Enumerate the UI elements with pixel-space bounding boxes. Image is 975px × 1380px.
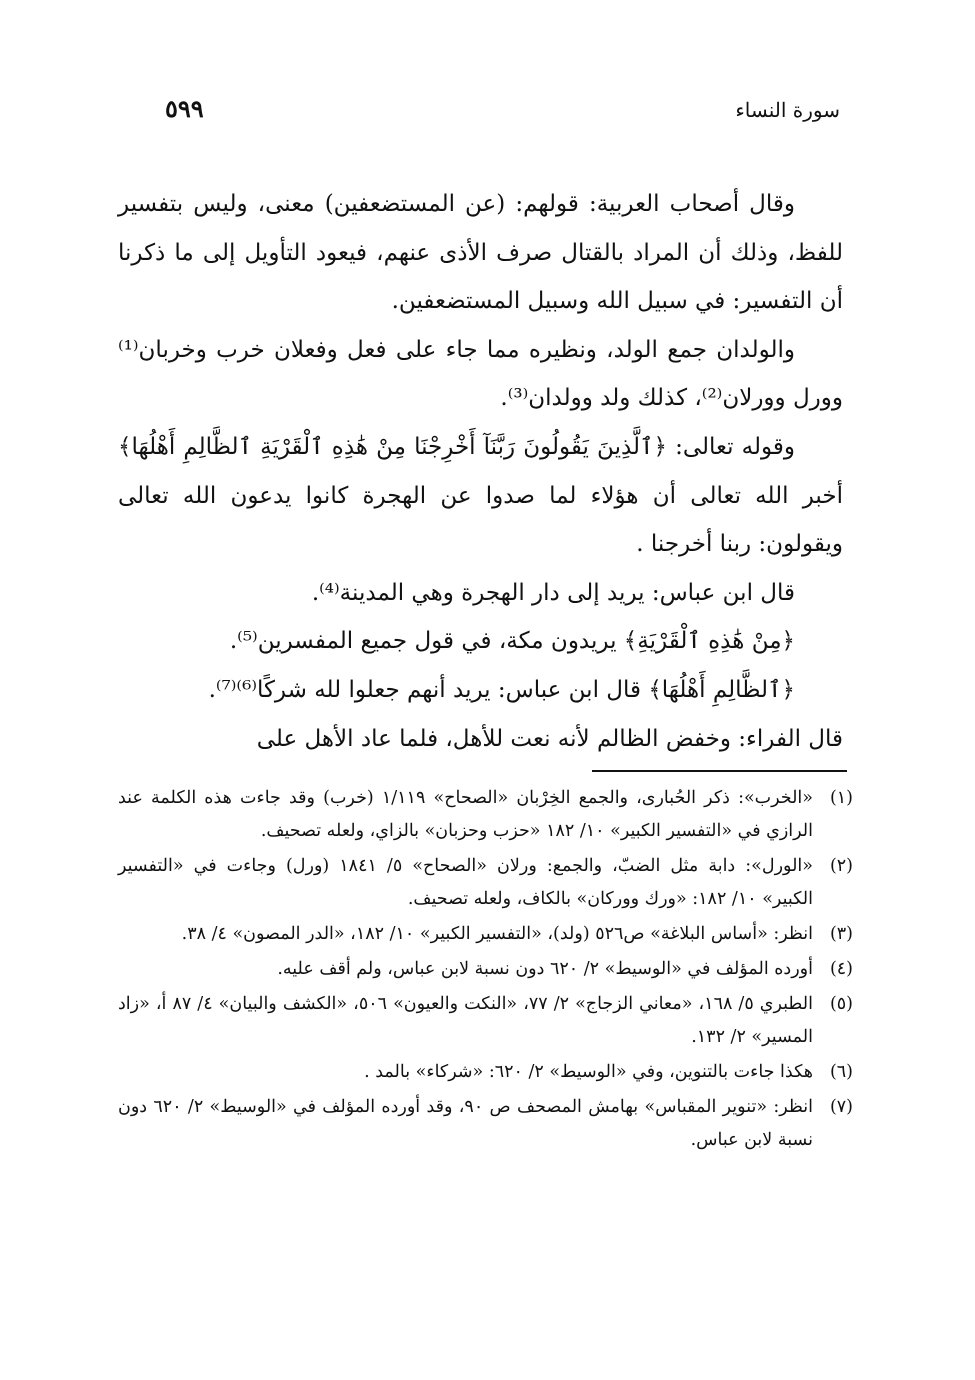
- footnote-text: هكذا جاءت بالتنوين، وفي «الوسيط» ٢/ ٦٢٠: «شركاء» بالمد .: [364, 1062, 813, 1082]
- footnote-separator: [592, 770, 847, 772]
- footnote-text: انظر: «أساس البلاغة» ص٥٢٦ (ولد)، «التفسير الكبير» ١٠/ ١٨٢، «الدر المصون» ٤/ ٣٨.: [181, 924, 813, 944]
- footnotes: [118, 782, 853, 1159]
- footnote-number: (٦): [829, 1062, 853, 1082]
- main-text: [118, 180, 843, 763]
- footnote: [118, 782, 853, 848]
- footnote-text: انظر: «تنوير المقباس» بهامش المصحف ص ٩٠، وقد أورده المؤلف في «الوسيط» ٢/ ٦٢٠ دون نسبة لابن عباس.: [118, 1097, 813, 1150]
- footnote-number: (٣): [829, 924, 853, 944]
- footnote-number: (٤): [829, 959, 853, 979]
- footnote-text: أورده المؤلف في «الوسيط» ٢/ ٦٢٠ دون نسبة لابن عباس، ولم أقف عليه.: [277, 959, 813, 979]
- footnote-text: الطبري ٥/ ١٦٨، «معاني الزجاج» ٢/ ٧٧، «النكت والعيون» ٥٠٦، «الكشف والبيان» ٤/ ٨٧ أ، «زاد المسير» ٢/ ١٣٢.: [118, 994, 813, 1047]
- footnote-number: (٧): [829, 1097, 853, 1117]
- paragraph: وقال أصحاب العربية: قولهم: (عن المستضعفين) معنى، وليس بتفسير للفظ، وذلك أن المراد بالقتال صرف الأذى عنهم، فيعود التأويل إلى ما ذكرنا أن التفسير: في سبيل الله وسبيل المستضعفين.: [118, 191, 843, 315]
- footnote: [118, 918, 853, 951]
- footnote-text: «الخرب»: ذكر الحُبارى، والجمع الخِرْبان «الصحاح» ١/١١٩ (خرب) وقد جاءت هذه الكلمة عند الرازي في «التفسير الكبير» ١٠/ ١٨٢ «حزب وحزبان» بالزاي، ولعله تصحيف.: [118, 788, 813, 841]
- footnote-number: (٥): [829, 994, 853, 1014]
- footnote: [118, 850, 853, 916]
- footnote-number: (٢): [829, 856, 853, 876]
- footnote-text: «الورل»: دابة مثل الضبّ، والجمع: ورلان «الصحاح» ٥/ ١٨٤١ (ورل) وجاءت في «التفسير الكبير» ١٠/ ١٨٢: «ورك ووركان» بالكاف، ولعله تصحيف.: [118, 856, 813, 909]
- paragraph: ﴿مِنْ هَٰذِهِ ٱلْقَرْيَةِ﴾ يريدون مكة، في قول جميع المفسرين⁽⁵⁾.: [229, 628, 795, 655]
- paragraph: قال الفراء: وخفض الظالم لأنه نعت للأهل، فلما عاد الأهل على: [256, 725, 843, 752]
- footnote: [118, 953, 853, 986]
- paragraph: والولدان جمع الولد، ونظيره مما جاء على فعل وفعلان خرب وخربان⁽¹⁾ وورل وورلان⁽²⁾، كذلك ولد وولدان⁽³⁾.: [118, 336, 843, 412]
- footnote-number: (١): [829, 788, 853, 808]
- paragraph: قال ابن عباس: يريد إلى دار الهجرة وهي المدينة⁽⁴⁾.: [311, 579, 795, 606]
- footnote: [118, 1056, 853, 1089]
- surah-title: سورة النساء: [735, 98, 840, 122]
- footnote: [118, 1091, 853, 1157]
- page-number: ٥٩٩: [165, 94, 204, 123]
- paragraph: وقوله تعالى: ﴿ٱلَّذِينَ يَقُولُونَ رَبَّنَآ أَخْرِجْنَا مِنْ هَٰذِهِ ٱلْقَرْيَةِ ٱلظَّالِمِ أَهْلُهَا﴾ أخبر الله تعالى أن هؤلاء لما صدوا عن الهجرة كانوا يدعون الله تعالى ويقولون: ربنا أخرجنا .: [118, 433, 843, 558]
- running-header: [135, 94, 840, 134]
- paragraph: ﴿ٱلظَّالِمِ أَهْلُهَا﴾ قال ابن عباس: يريد أنهم جعلوا لله شركًا⁽⁶⁾⁽⁷⁾.: [208, 676, 795, 703]
- footnote: [118, 988, 853, 1054]
